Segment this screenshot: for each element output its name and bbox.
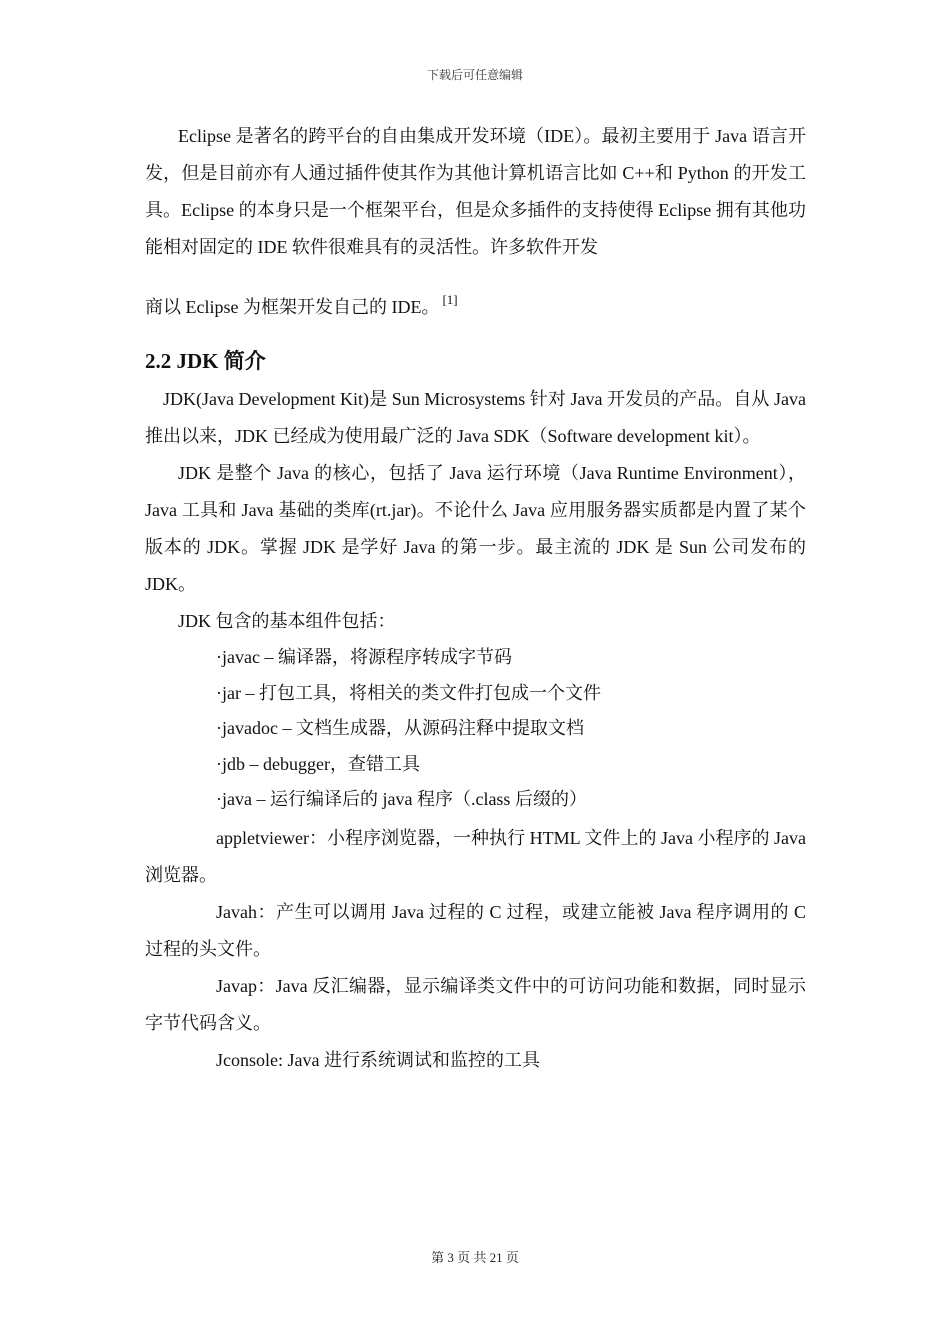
page-header: 下载后可任意编辑 xyxy=(426,68,523,82)
list-item-java: ·java – 运行编译后的 java 程序（.class 后缀的） xyxy=(216,789,587,809)
page-footer: 第 3 页 共 21 页 xyxy=(431,1250,519,1265)
jconsole-paragraph: Jconsole: Java 进行系统调试和监控的工具 xyxy=(216,1049,540,1070)
list-item-jar: ·jar – 打包工具，将相关的类文件打包成一个文件 xyxy=(216,682,601,703)
jdk-core-paragraph: JDK 是整个 Java 的核心，包括了 Java 运行环境（Java Runtime Environment），Java 工具和 Java 基础的类库(rt.jar)。不论什么 Java 应用服务器实质都是内置了某个版本的 JDK。掌握 JDK 是学好 Java 的第一步。最主流的 JDK 是 Sun 公司发布的 JDK。 xyxy=(145,463,806,594)
eclipse-paragraph-last-line xyxy=(145,270,806,337)
appletviewer-paragraph: appletviewer：小程序浏览器，一种执行 HTML 文件上的 Java 小程序的 Java 浏览器。 xyxy=(145,827,806,885)
list-item-javadoc: ·javadoc – 文档生成器，从源码注释中提取文档 xyxy=(216,718,584,738)
list-item-jdb: ·jdb – debugger，查错工具 xyxy=(216,753,420,774)
eclipse-last-line-text: 商以 Eclipse 为框架开发自己的 IDE。 xyxy=(145,297,440,317)
citation-link[interactable]: [1] xyxy=(442,292,458,307)
jdk-intro-paragraph: JDK(Java Development Kit)是 Sun Microsystems 针对 Java 开发员的产品。自从 Java 推出以来，JDK 已经成为使用最广泛的 Java SDK（Software development kit）。 xyxy=(145,389,806,446)
list-item-javac: ·javac – 编译器，将源程序转成字节码 xyxy=(216,647,512,667)
components-intro: JDK 包含的基本组件包括： xyxy=(178,611,396,631)
section-heading: 2.2 JDK 简介 xyxy=(145,349,266,373)
javah-paragraph: Javah：产生可以调用 Java 过程的 C 过程，或建立能被 Java 程序调用的 C 过程的头文件。 xyxy=(145,901,806,959)
eclipse-paragraph: Eclipse 是著名的跨平台的自由集成开发环境（IDE）。最初主要用于 Java 语言开发，但是目前亦有人通过插件使其作为其他计算机语言比如 C++和 Python 的开发工具。Eclipse 的本身只是一个框架平台，但是众多插件的支持使得 Eclipse 拥有其他功能相对固定的 IDE 软件很难具有的灵活性。许多软件开发 xyxy=(145,126,806,257)
document-body xyxy=(145,118,806,1079)
javap-paragraph: Javap：Java 反汇编器，显示编译类文件中的可访问功能和数据，同时显示字节代码含义。 xyxy=(145,975,806,1033)
